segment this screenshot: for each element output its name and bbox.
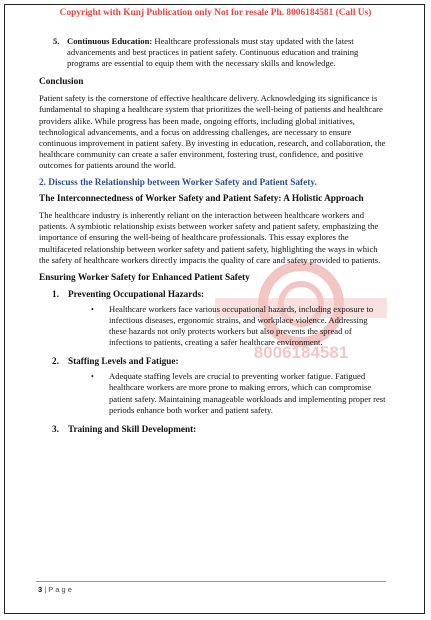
conclusion-heading: Conclusion	[39, 77, 84, 88]
list-number: 3.	[52, 423, 59, 434]
numbered-title: Staffing Levels and Fatigue:	[68, 356, 179, 367]
watermark-phone: 8006184581	[253, 343, 349, 362]
bullet-item	[91, 371, 387, 415]
list-text	[67, 36, 389, 69]
page-number: 3	[38, 585, 43, 594]
ensuring-worker-safety-heading: Ensuring Worker Safety for Enhanced Patient Safety	[39, 272, 250, 283]
list-number: 5.	[53, 36, 60, 46]
interconnectedness-paragraph: The healthcare industry is inherently reliant on the interaction between healthcare workers and patients. A symbiotic relationship exists between worker safety and patient safety, emphasizing the importance of ensuring the well-being of healthcare professionals. This essay explores the multifaceted relationship between worker safety and patient safety, highlighting the ways in which the safety of healthcare workers directly impacts the quality of care and safety provided to patients.	[39, 210, 381, 265]
list-number: 1.	[52, 288, 59, 299]
bullet-icon: •	[91, 304, 94, 314]
bullet-icon: •	[91, 372, 94, 382]
numbered-heading-3	[52, 424, 389, 435]
numbered-title: Training and Skill Development:	[68, 423, 197, 434]
bullet-text: Healthcare workers face various occupational hazards, including exposure to infectious diseases, ergonomic strains, and workplace violence. Addressing these hazards not only protects workers but also prevents the spread of infections to patients, creating a safer healthcare environment.	[109, 303, 374, 348]
conclusion-paragraph: Patient safety is the cornerstone of effective healthcare delivery. Acknowledging its significance is fundamental to shaping a healthcare system that prioritizes the well-being of patients and healthcare providers alike. While progress has been made, ongoing efforts, including global initiatives, technological advancements, and a focus on addressing challenges, are necessary to ensure continuous improvement in patient safety. By investing in education, research, and collaboration, the healthcare community can create a safer environment, fostering trust, confidence, and positive outcomes for patients around the world.	[39, 93, 386, 170]
numbered-title: Preventing Occupational Hazards:	[68, 288, 205, 299]
page-footer	[38, 585, 72, 594]
bullet-item	[91, 304, 387, 348]
page-label: P a g e	[48, 585, 72, 594]
list-item-text: Healthcare professionals must stay updated with the latest advancements and best practices in patient safety. Continuous education and training programs are essential to equip them with the necessary skills and knowledge.	[67, 36, 359, 69]
interconnectedness-heading: The Interconnectedness of Worker Safety and Patient Safety: A Holistic Approach	[39, 194, 364, 205]
footer-divider	[36, 581, 386, 582]
numbered-heading-2	[52, 356, 389, 367]
copyright-header: Copyright with Kunj Publication only Not for resale Ph. 8006184581 (Call Us)	[59, 8, 372, 18]
list-item-continuous-education	[53, 36, 389, 69]
document-body	[39, 36, 389, 439]
bullet-text: Adequate staffing levels are crucial to preventing worker fatigue. Fatigued healthcare workers are more prone to making errors, which can compromise patient safety. Maintaining manageable workloads and implementing proper rest periods enhance both worker and patient safety.	[109, 371, 386, 415]
numbered-heading-1	[52, 289, 389, 300]
list-number: 2.	[52, 356, 59, 367]
list-item-title: Continuous Education:	[67, 36, 153, 46]
footer-separator: |	[42, 585, 49, 594]
section-2-heading: 2. Discuss the Relationship between Worker Safety and Patient Safety.	[39, 178, 317, 189]
